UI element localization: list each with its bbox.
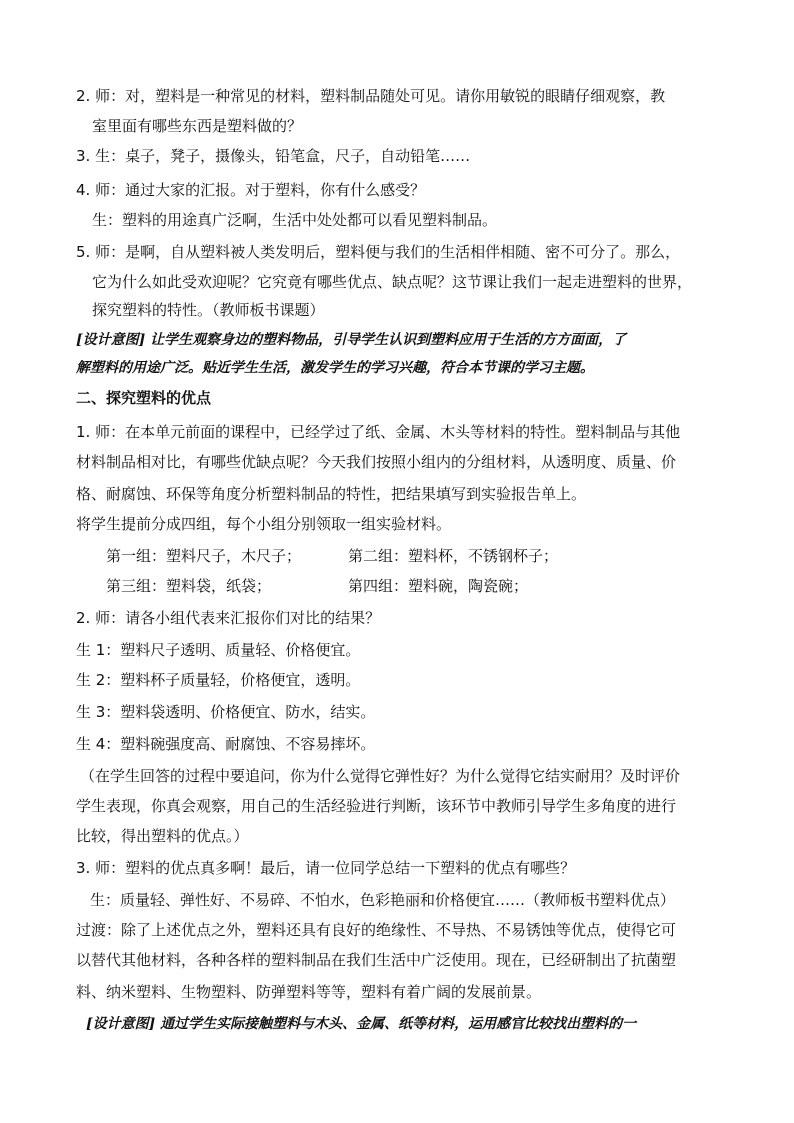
student-answer: 生 3：塑料袋透明、价格便宜、防水，结实。 [76,703,376,721]
paragraph-line: 学生表现，你真会观察，用自己的生活经验进行判断，该环节中教师引导学生多角度的进行 [76,797,677,815]
section-heading: 二、探究塑料的优点 [76,389,212,407]
paragraph-line: 比较，得出塑料的优点。） [76,827,249,845]
paragraph-line: 室里面有哪些东西是塑料做的？ [92,117,303,135]
paragraph-line: 探究塑料的特性。（教师板书课题） [92,301,325,319]
paragraph-line: 以替代其他材料，各种各样的塑料制品在我们生活中广泛使用。现在，已经研制出了抗菌塑 [76,951,677,969]
paragraph-line: 它为什么如此受欢迎呢？它究竟有哪些优点、缺点呢？这节课让我们一起走进塑料的世界， [92,273,693,291]
paragraph-line: 生：质量轻、弹性好、不易碎、不怕水，色彩艳丽和价格便宜……（教师板书塑料优点） [90,891,676,909]
paragraph-line: 材料制品相对比，有哪些优缺点呢？今天我们按照小组内的分组材料，从透明度、质量、价 [76,453,677,471]
paragraph-line: 1. 师：在本单元前面的课程中，已经学过了纸、金属、木头等材料的特性。塑料制品与其他 [76,423,681,441]
design-intent-line: [设计意图] 通过学生实际接触塑料与木头、金属、纸等材料，运用感官比较找出塑料的一 [86,1016,637,1032]
design-intent-line: [设计意图] 让学生观察身边的塑料物品，引导学生认识到塑料应用于生活的方方面面，了 [76,332,627,348]
student-answer: 生 2：塑料杯子质量轻，价格便宜，透明。 [76,671,361,689]
paragraph-line: 2. 师：请各小组代表来汇报你们对比的结果？ [76,609,381,627]
paragraph-line: 过渡：除了上述优点之外，塑料还具有良好的绝缘性、不导热、不易锈蚀等优点，使得它可 [76,921,677,939]
paragraph-line: 格、耐腐蚀、环保等角度分析塑料制品的特性，把结果填写到实验报告单上。 [76,485,587,503]
paragraph-line: 生：塑料的用途真广泛啊，生活中处处都可以看见塑料制品。 [92,211,498,229]
paragraph-line: 4. 师：通过大家的汇报。对于塑料，你有什么感受？ [76,181,426,199]
paragraph-line: 料、纳米塑料、生物塑料、防弹塑料等等，塑料有着广阔的发展前景。 [76,983,542,1001]
paragraph-line: 3. 生：桌子，凳子，摄像头，铅笔盒，尺子，自动铅笔…… [76,147,471,165]
paragraph-line: （在学生回答的过程中要追问，你为什么觉得它弹性好？为什么觉得它结实耐用？及时评价 [80,767,681,785]
student-answer: 生 1：塑料尺子透明、质量轻、价格便宜。 [76,641,361,659]
group-item: 第四组：塑料碗，陶瓷碗； [348,577,529,595]
paragraph-line: 2. 师：对，塑料是一种常见的材料，塑料制品随处可见。请你用敏锐的眼睛仔细观察，教 [76,87,666,105]
paragraph-line: 3. 师：塑料的优点真多啊！最后，请一位同学总结一下塑料的优点有哪些？ [76,859,576,877]
paragraph-line: 5. 师：是啊，自从塑料被人类发明后，塑料便与我们的生活相伴相随、密不可分了。那么， [76,243,681,261]
design-intent-line: 解塑料的用途广泛。贴近学生生活，激发学生的学习兴趣，符合本节课的学习主题。 [76,360,594,376]
student-answer: 生 4：塑料碗强度高、耐腐蚀、不容易摔坏。 [76,735,376,753]
group-item: 第三组：塑料袋，纸袋； [106,577,272,595]
paragraph-line: 将学生提前分成四组，每个小组分别领取一组实验材料。 [76,515,452,533]
group-item: 第一组：塑料尺子，木尺子； [106,547,302,565]
group-item: 第二组：塑料杯，不锈钢杯子； [348,547,559,565]
